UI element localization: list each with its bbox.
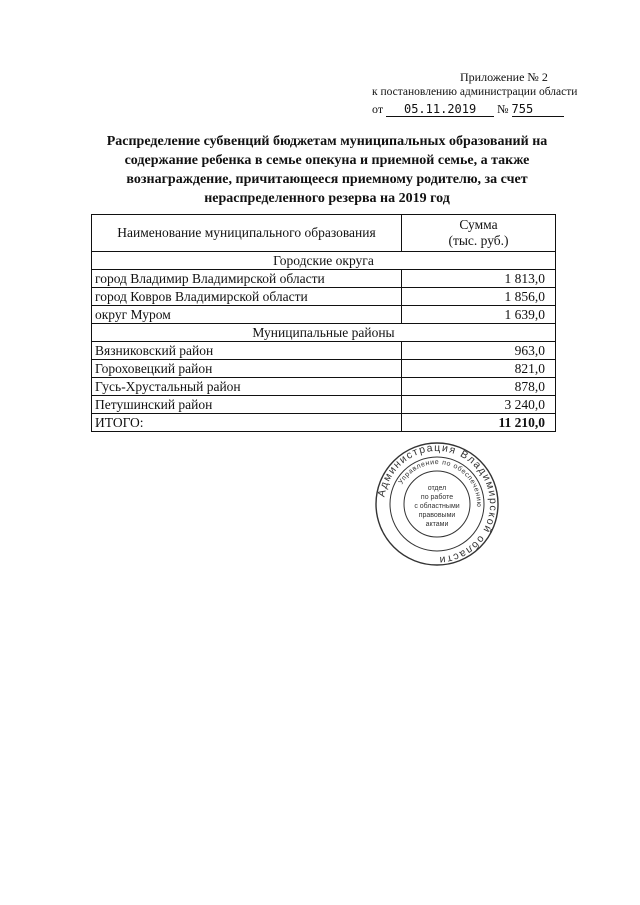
section-title: Муниципальные районы <box>92 324 556 342</box>
decree-date: 05.11.2019 <box>386 103 494 117</box>
section-title: Городские округа <box>92 252 556 270</box>
header-name: Наименование муниципального образования <box>92 215 402 252</box>
total-row <box>92 414 556 432</box>
section-row <box>92 324 556 342</box>
row-name: Гусь-Хрустальный район <box>92 378 402 396</box>
table-header-row <box>92 215 556 252</box>
row-sum: 878,0 <box>402 378 556 396</box>
official-stamp <box>373 440 501 568</box>
stamp-inner-line: с областными <box>414 503 460 510</box>
stamp-inner-line: отдел <box>427 485 447 492</box>
stamp-inner-line: правовыми <box>418 512 456 519</box>
decree-number: 755 <box>512 103 564 117</box>
appendix-header <box>372 70 612 117</box>
stamp-seal <box>373 440 501 568</box>
distribution-table <box>91 214 556 432</box>
stamp-outer-text: Администрация Владимирской области <box>375 441 500 567</box>
row-name: Петушинский район <box>92 396 402 414</box>
header-sum-label: Сумма <box>459 217 498 232</box>
stamp-middle-text: Управление по обеспечению <box>397 458 483 508</box>
table-row <box>92 270 556 288</box>
row-name: Вязниковский район <box>92 342 402 360</box>
row-sum: 821,0 <box>402 360 556 378</box>
document-title: Распределение субвенций бюджетам муниципальных образований на содержание ребенка в семье опекуна и приемной семье, а также вознаграждение, причитающееся приемному родителю, за счет нераспределенного резерва на 2019 год <box>106 134 548 206</box>
from-label: от <box>372 102 384 116</box>
appendix-reference: к постановлению администрации области <box>372 86 578 98</box>
row-sum: 963,0 <box>402 342 556 360</box>
stamp-inner-line: актами <box>425 521 449 528</box>
row-sum: 1 639,0 <box>402 306 556 324</box>
table-row <box>92 396 556 414</box>
row-name: округ Муром <box>92 306 402 324</box>
row-sum: 1 856,0 <box>402 288 556 306</box>
table-row <box>92 360 556 378</box>
row-name: город Владимир Владимирской области <box>92 270 402 288</box>
number-label: № <box>497 102 509 116</box>
row-name: город Ковров Владимирской области <box>92 288 402 306</box>
row-name: Гороховецкий район <box>92 360 402 378</box>
table-row <box>92 342 556 360</box>
stamp-inner-line: по работе <box>420 494 454 501</box>
header-sum-unit: (тыс. руб.) <box>448 233 509 248</box>
table-row <box>92 306 556 324</box>
table-row <box>92 288 556 306</box>
header-sum <box>402 215 556 252</box>
appendix-date-line <box>372 102 612 117</box>
total-sum: 11 210,0 <box>402 414 556 432</box>
total-label: ИТОГО: <box>92 414 402 432</box>
row-sum: 3 240,0 <box>402 396 556 414</box>
appendix-number: Приложение № 2 <box>460 70 548 84</box>
section-row <box>92 252 556 270</box>
table-row <box>92 378 556 396</box>
row-sum: 1 813,0 <box>402 270 556 288</box>
